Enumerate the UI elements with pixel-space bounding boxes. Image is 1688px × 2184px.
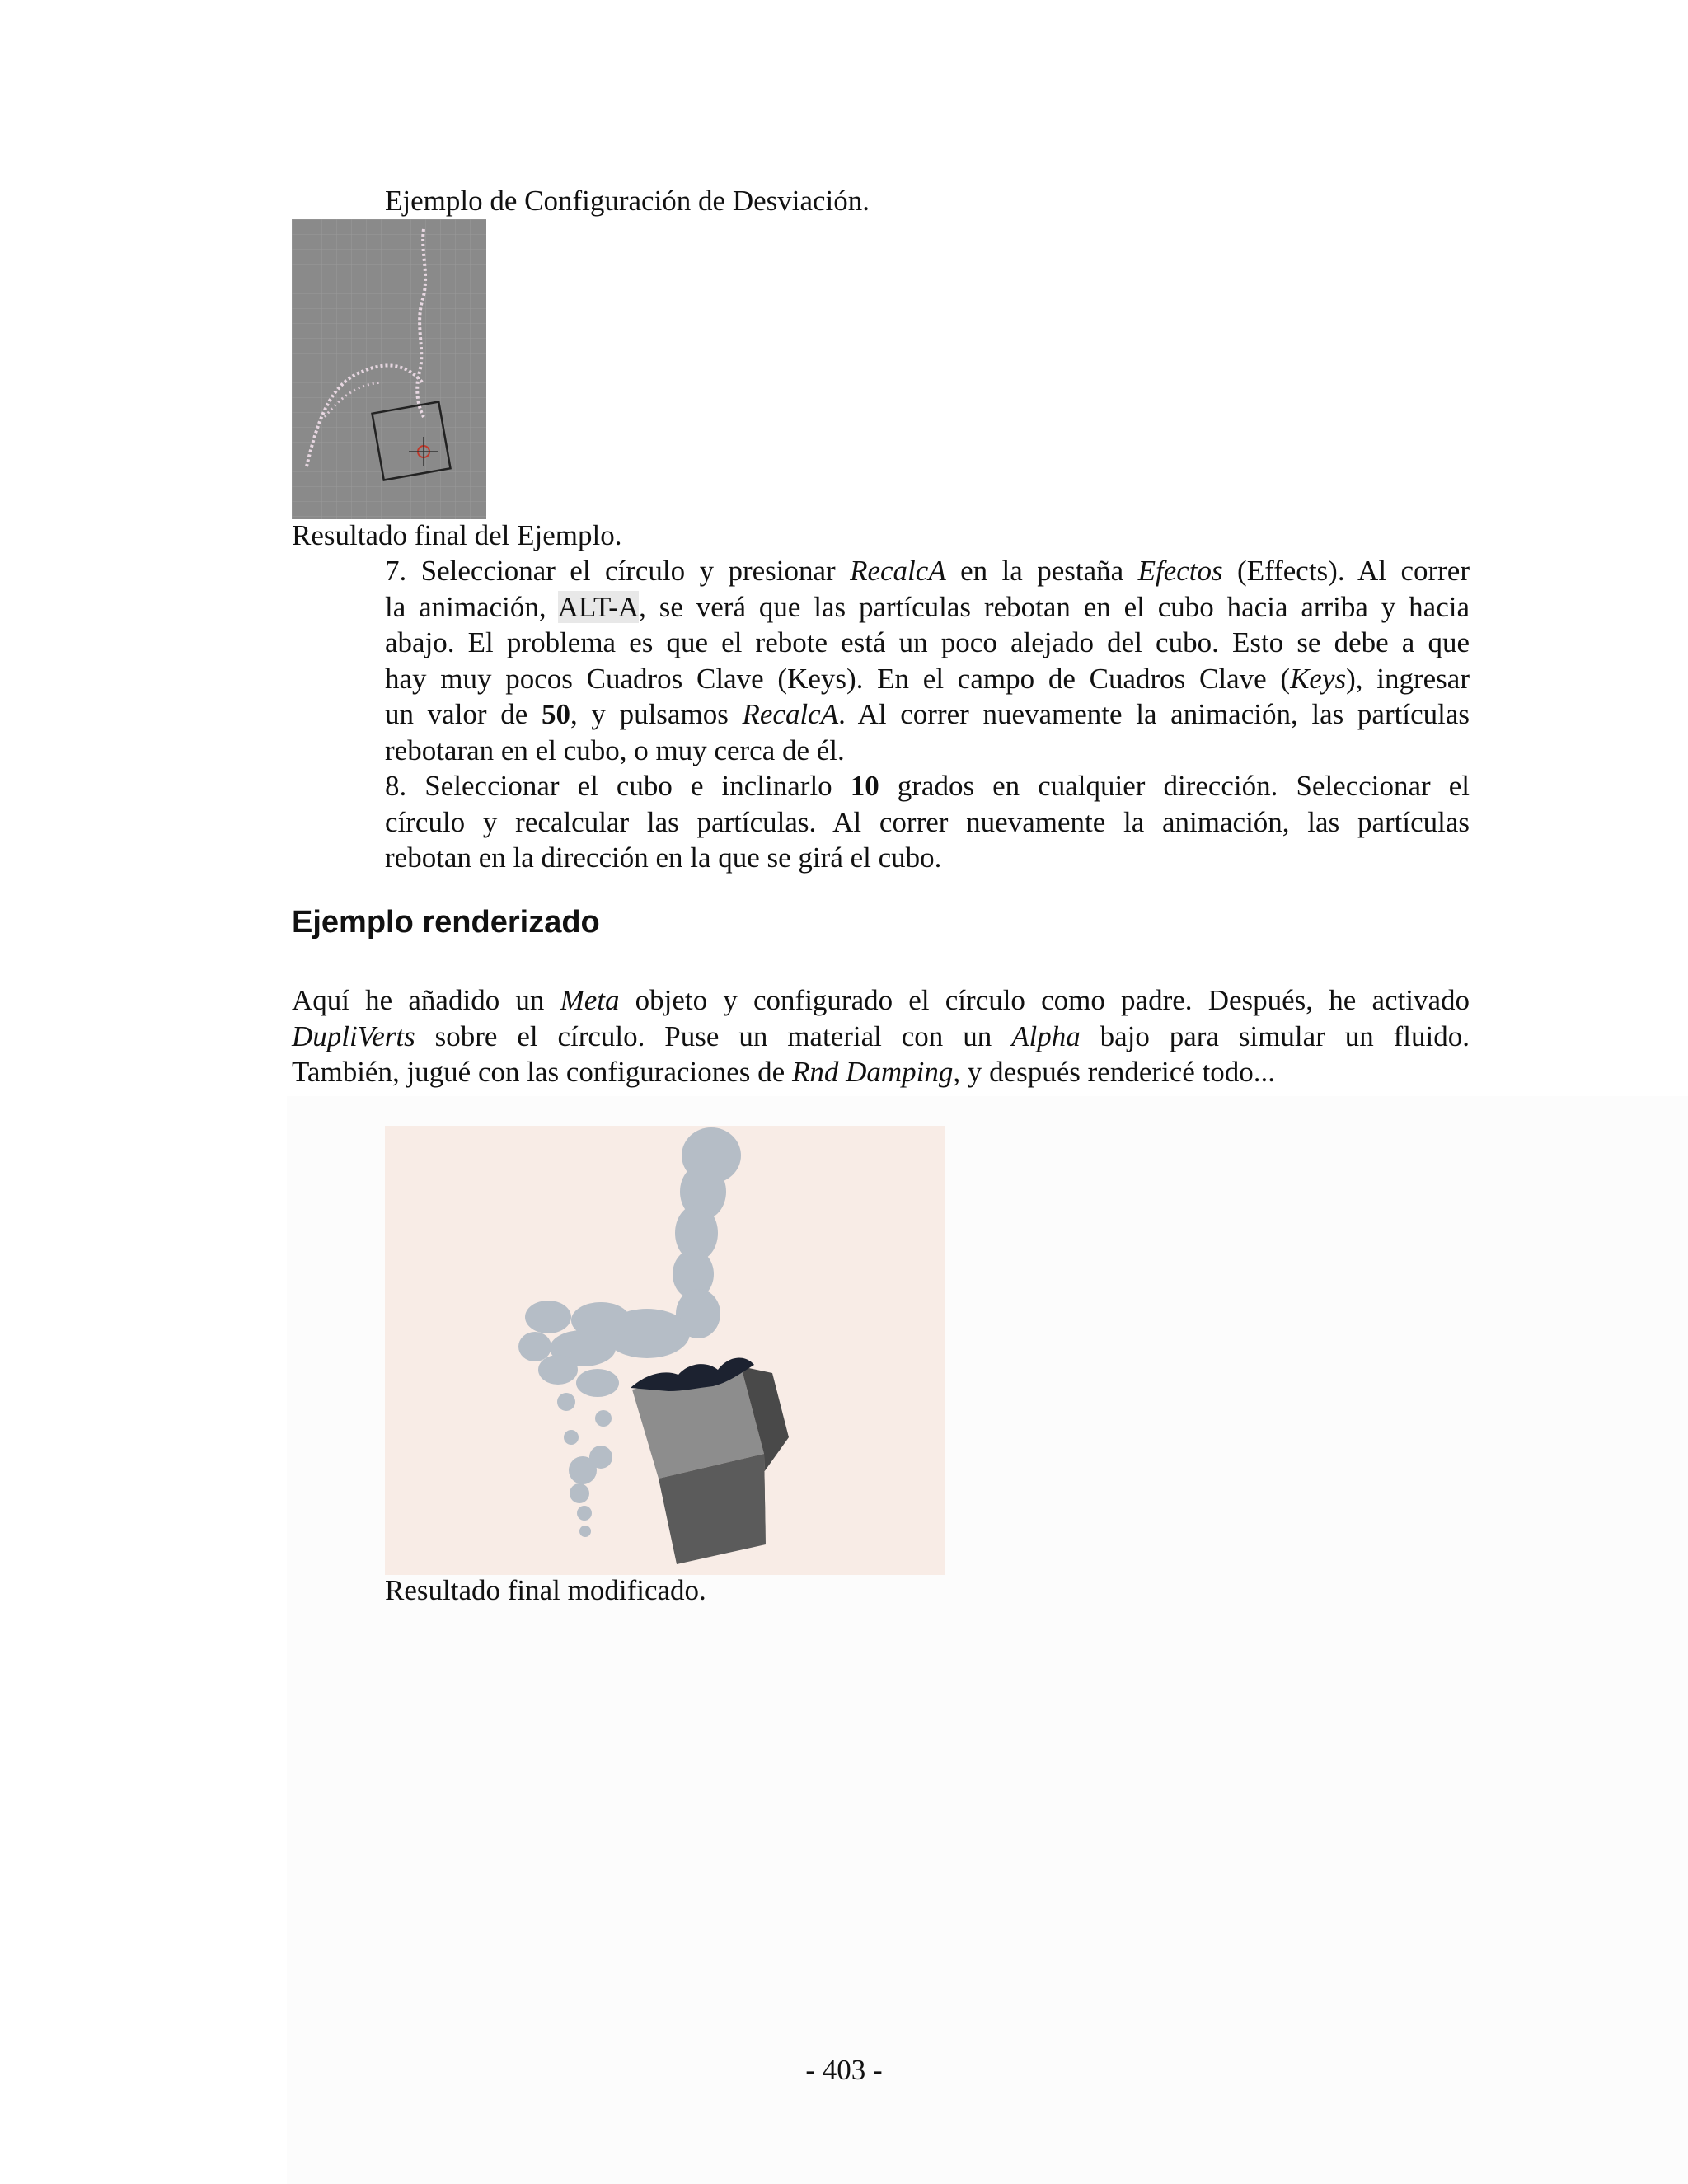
step-8: 8. Seleccionar el cubo e inclinarlo 10 grados en cualquier dirección. Seleccionar el círculo y recalcular las partículas. Al correr nuevamente la animación, las partículas rebotan en la dirección en la que se girá el cubo. xyxy=(385,770,1470,874)
section-heading: Ejemplo renderizado xyxy=(292,905,600,940)
caption-config: Ejemplo de Configuración de Desviación. xyxy=(385,185,870,217)
page-number: - 403 - xyxy=(805,2054,883,2086)
step-7: 7. Seleccionar el círculo y presionar RecalcA en la pestaña Efectos (Effects). Al correr la animación, ALT-A, se verá que las partículas rebotan en el cubo hacia arriba y hacia abajo. El problema es que el rebote está un poco alejado del cubo. Esto se debe a que hay muy pocos Cuadros Clave (Keys). En el campo de Cuadros Clave (Keys), ingresar un valor de 50, y pulsamos RecalcA. Al correr nuevamente la animación, las partículas rebotaran en el cubo, o muy cerca de él. xyxy=(385,555,1470,766)
caption-modified: Resultado final modificado. xyxy=(385,1574,706,1606)
caption-result: Resultado final del Ejemplo. xyxy=(292,519,622,551)
particle-viewport-image xyxy=(292,219,486,519)
body-paragraph: Aquí he añadido un Meta objeto y configurado el círculo como padre. Después, he activado DupliVerts sobre el círculo. Puse un material con un Alpha bajo para simular un fluido. También, jugué con las configuraciones de Rnd Damping, y después rendericé todo... xyxy=(292,984,1470,1088)
shortcut-alt-a: ALT-A xyxy=(557,590,640,623)
rendered-fluid-image xyxy=(385,1126,945,1575)
